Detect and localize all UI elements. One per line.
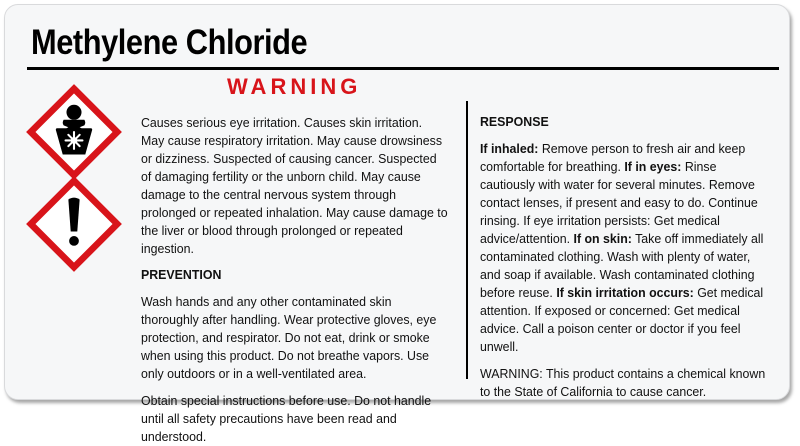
health-hazard-icon <box>27 85 121 179</box>
response-heading: RESPONSE <box>480 114 549 129</box>
prevention-text-2: Obtain special instructions before use. Do not handle until all safety precautions have been read and understood. <box>141 393 432 444</box>
prevention-text-1: Wash hands and any other contaminated skin thoroughly after handling. Wear protective gloves, eye protection, and respirator. Do not eat, drink or smoke when using this product. Do not breathe vapors. Use only outdoors or in a well-ventilated area. <box>141 294 437 381</box>
if-inhaled-label: If inhaled: <box>480 141 539 156</box>
if-in-eyes-text: Rinse cautiously with water for several minutes. Remove contact lenses, if present and easy to do. Continue rinsing. If eye irritation persists: Get medical advice/attention. <box>480 159 758 246</box>
prevention-heading: PREVENTION <box>141 267 222 282</box>
response-text <box>480 140 771 356</box>
signal-word: WARNING <box>227 74 362 99</box>
response-column <box>480 113 770 401</box>
hazard-statements: Causes serious eye irritation. Causes skin irritation. May cause respiratory irritation. May cause drowsiness or dizziness. Suspected of causing cancer. Suspected of damaging fertility or the unborn child. May cause damage to the central nervous system through prolonged or repeated inhalation. May cause damage to the liver or blood through prolonged or repeated ingestion. <box>141 115 448 256</box>
product-title: Methylene Chloride <box>31 23 308 62</box>
if-on-skin-text: Take off immediately all contaminated clothing. Wash with plenty of water, and soap if available. Wash contaminated clothing before reuse. <box>480 231 764 300</box>
prop65-warning: WARNING: This product contains a chemical known to the State of California to cause cancer. <box>480 366 766 399</box>
skin-irritation-text: Get medical attention. If exposed or concerned: Get medical advice. Call a poison center or doctor if you feel unwell. <box>480 285 764 354</box>
exclamation-mark-icon <box>27 177 121 271</box>
ghs-label <box>4 4 790 444</box>
if-inhaled-text: Remove person to fresh air and keep comfortable for breathing. <box>480 141 746 174</box>
hazard-column <box>141 114 447 446</box>
if-in-eyes-label: If in eyes: <box>624 159 682 174</box>
title-divider <box>27 67 779 70</box>
column-divider <box>466 101 468 379</box>
if-on-skin-label: If on skin: <box>573 231 632 246</box>
skin-irritation-label: If skin irritation occurs: <box>556 285 694 300</box>
